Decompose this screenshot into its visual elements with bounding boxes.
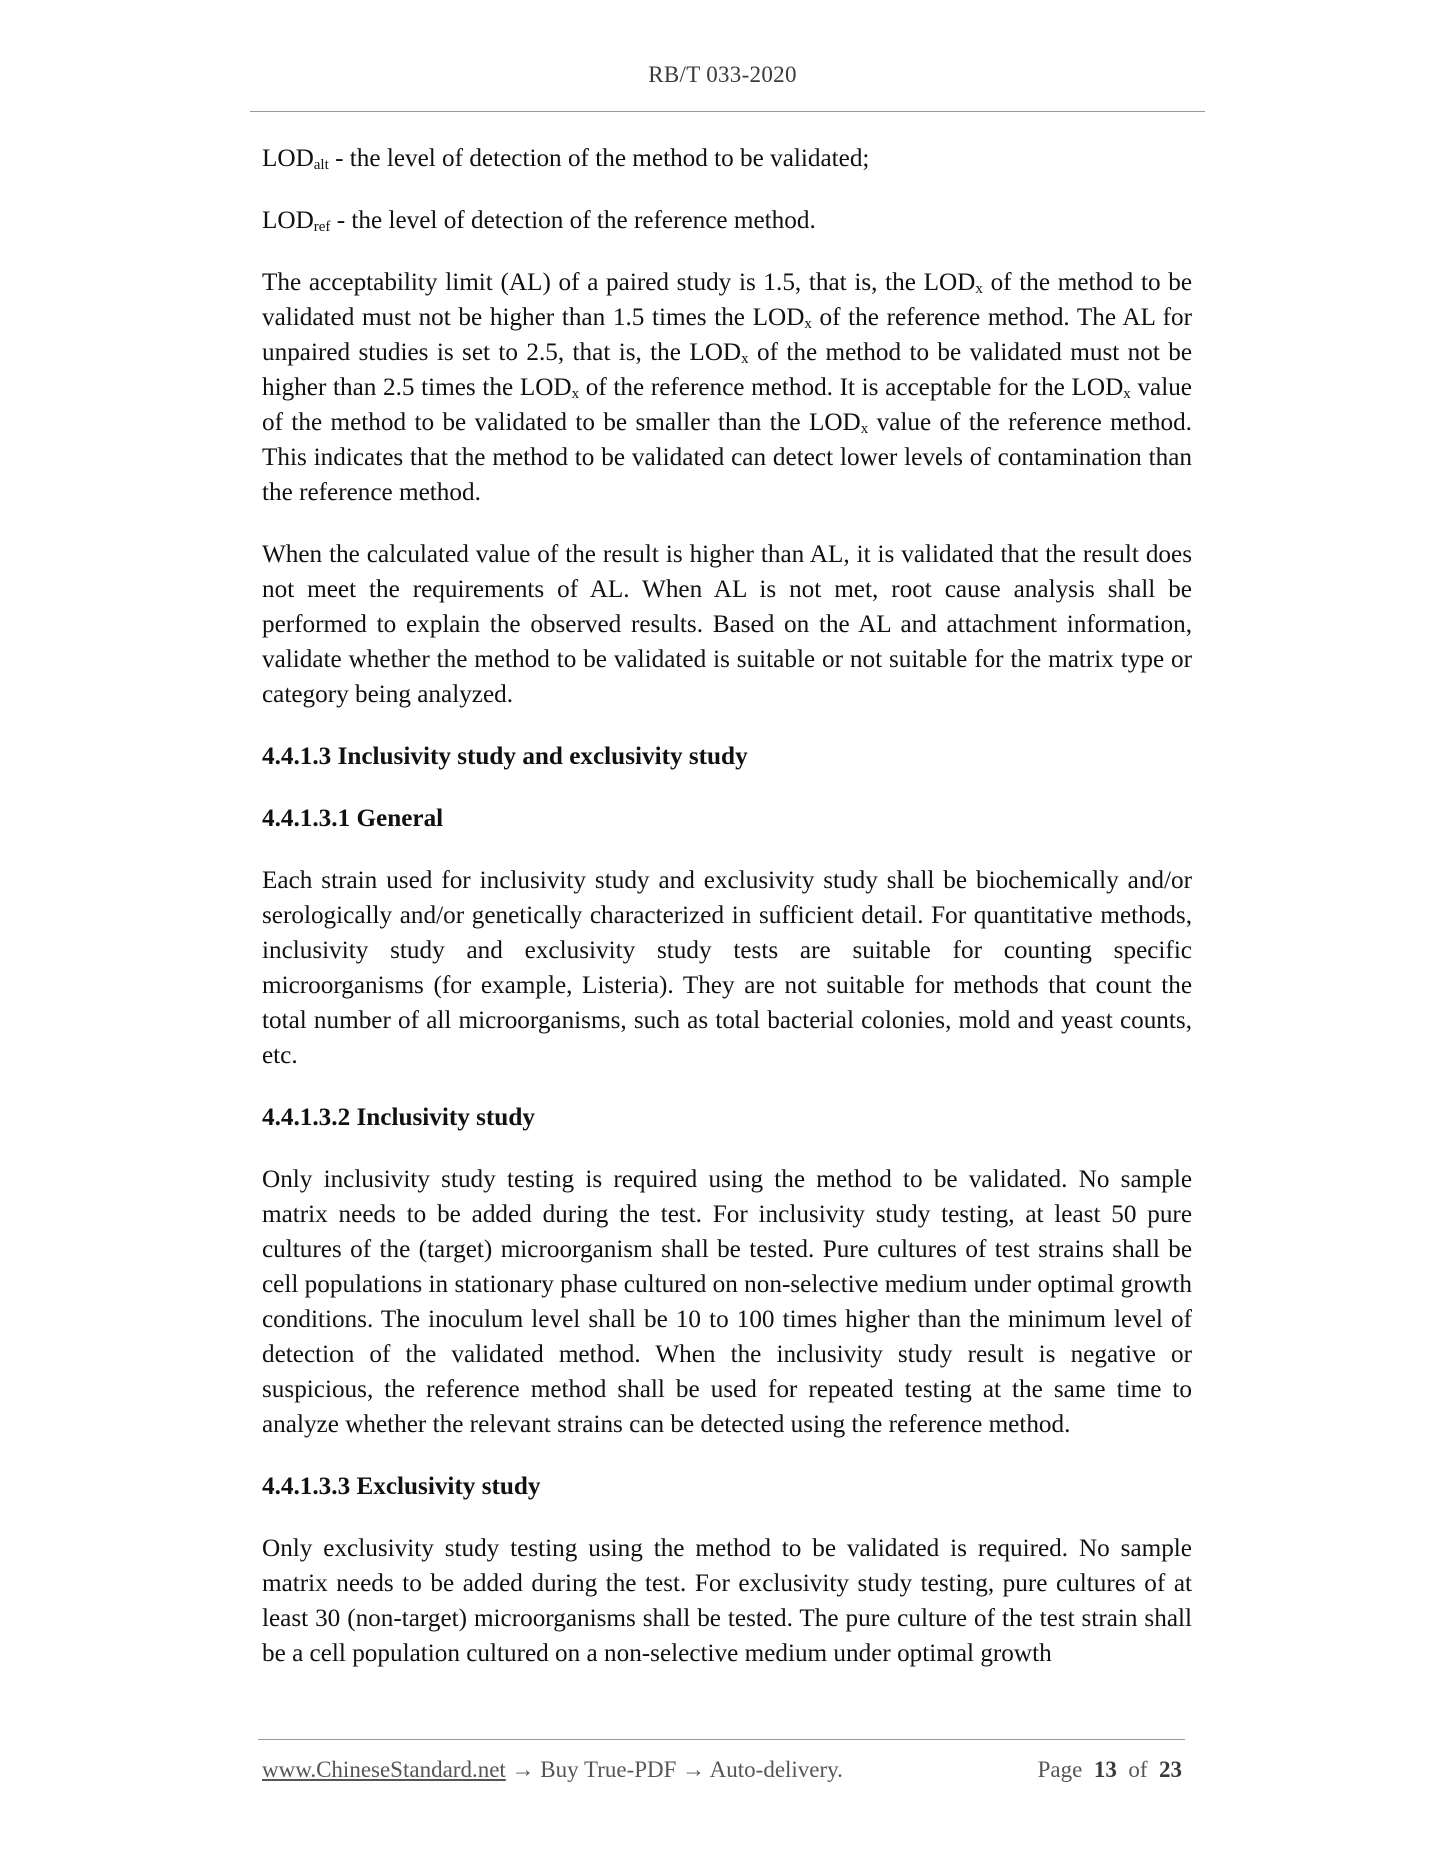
definition-lod-alt: $LOD_{alt}$ - the level of detection of the method to be validated; [262,145,870,173]
paragraph-exclusivity: Only exclusivity study testing using the method to be validated is required. No sample matrix needs to be added during the test. For exclusivity study testing, pure cultures of at least 30 (non-target) microorganisms shall be tested. The pure culture of the test strain shall be a cell population cultured on a non-selective medium under optimal growth [262,1535,1192,1667]
section-heading-4-4-1-3: 4.4.1.3 Inclusivity study and exclusivity study [262,743,748,770]
header-divider [250,111,1205,112]
footer-promo-text: → Buy True-PDF → Auto-delivery. [505,1757,843,1782]
total-pages: 23 [1159,1757,1182,1782]
page-number: Page 13 of 23 [1037,1757,1182,1782]
site-link[interactable]: www.ChineseStandard.net [262,1757,506,1782]
document-body [262,141,1192,1698]
section-heading-4-4-1-3-1: 4.4.1.3.1 General [262,805,444,832]
paragraph-inclusivity: Only inclusivity study testing is required using the method to be validated. No sample matrix needs to be added during the test. For inclusivity study testing, at least 50 pure cultures of the (target) microorganism shall be tested. Pure cultures of test strains shall be cell populations in stationary phase cultured on non-selective medium under optimal growth conditions. The inoculum level shall be 10 to 100 times higher than the minimum level of detection of the validated method. When the inclusivity study result is negative or suspicious, the reference method shall be used for repeated testing at the same time to analyze whether the relevant strains can be detected using the reference method. [262,1166,1192,1438]
paragraph-general: Each strain used for inclusivity study and exclusivity study shall be biochemically and/or serologically and/or genetically characterized in sufficient detail. For quantitative methods, inclusivity study and exclusivity study tests are suitable for counting specific microorganisms (for example, Listeria). They are not suitable for methods that count the total number of all microorganisms, such as total bacterial colonies, mold and yeast counts, etc. [262,867,1192,1069]
section-heading-4-4-1-3-2: 4.4.1.3.2 Inclusivity study [262,1104,535,1131]
section-heading-4-4-1-3-3: 4.4.1.3.3 Exclusivity study [262,1473,541,1500]
definition-lod-ref: $LOD_{ref}$ - the level of detection of the reference method. [262,207,816,235]
paragraph-result-validation: When the calculated value of the result is higher than AL, it is validated that the result does not meet the requirements of AL. When AL is not met, root cause analysis shall be performed to explain the observed results. Based on the AL and attachment information, validate whether the method to be validated is suitable or not suitable for the matrix type or category being analyzed. [262,541,1192,708]
footer-divider [258,1739,1185,1740]
current-page: 13 [1093,1757,1117,1782]
page-footer [262,1757,1182,1783]
paragraph-acceptability-limit: The acceptability limit (AL) of a paired study is 1.5, that is, the $LOD_x$ of the method to be validated must not be higher than 1.5 times the $LOD_x$ of the reference method. The AL for unpaired studies is set to 2.5, that is, the $LOD_x$ of the method to be validated must not be higher than 2.5 times the $LOD_x$ of the reference method. It is acceptable for the $LOD_x$ value of the method to be validated to be smaller than the $LOD_x$ value of the reference method. This indicates that the method to be validated can detect lower levels of contamination than the reference method. [262,269,1193,506]
document-code-header: RB/T 033-2020 [648,62,797,87]
